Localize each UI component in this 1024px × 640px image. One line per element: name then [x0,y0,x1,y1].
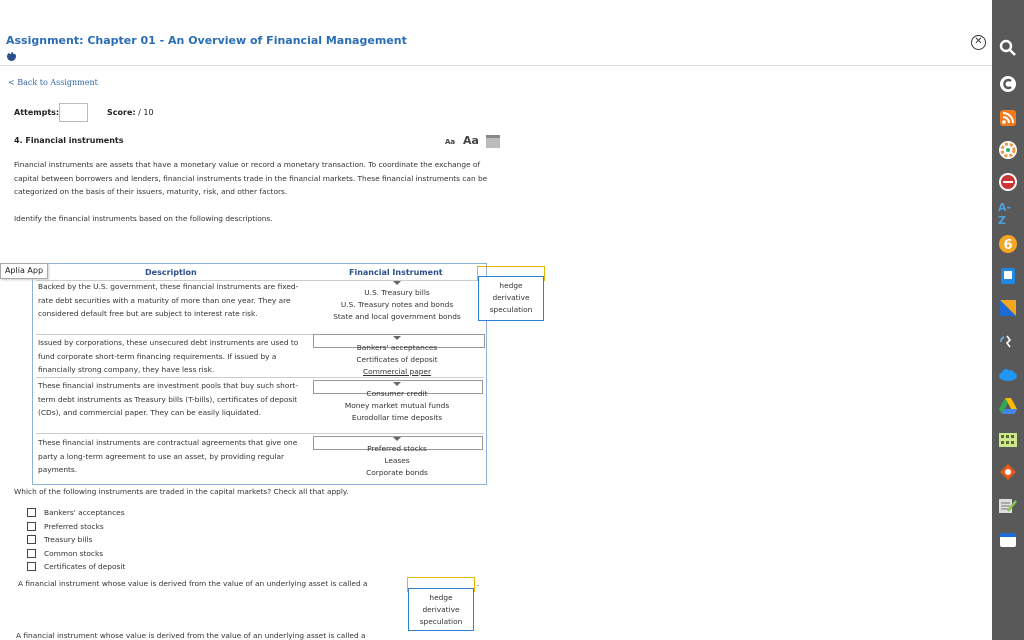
checkbox-option[interactable] [27,506,125,520]
svg-text:6: 6 [1003,238,1013,253]
settings-icon[interactable] [998,462,1018,482]
six-icon[interactable] [998,234,1018,254]
dropdown-option[interactable]: U.S. Treasury notes and bonds [340,300,454,309]
dropdown-option[interactable]: Bankers' acceptances [356,343,438,352]
flag-icon[interactable] [998,298,1018,318]
dropdown-option[interactable]: Certificates of deposit [356,355,438,364]
score-display [107,108,154,117]
increase-font-button[interactable]: Aa [463,134,479,147]
row-4-dropdown[interactable] [313,433,481,479]
instrument-table [32,263,487,485]
dropdown-option[interactable]: State and local government bonds [333,312,461,321]
wheel-icon[interactable] [998,140,1018,160]
capital-markets-checklist [27,506,125,574]
checkbox-option[interactable] [27,560,125,574]
dropdown-option[interactable]: speculation [419,617,463,626]
top-bar [0,0,992,30]
checkbox-label: Preferred stocks [44,521,104,531]
chevron-down-icon [393,382,401,386]
calculator-icon[interactable] [998,430,1018,450]
decrease-font-button[interactable]: Aa [445,138,456,146]
a-z-icon[interactable]: A-Z [998,201,1012,227]
drive-icon[interactable] [998,396,1018,416]
row-2-description: Issued by corporations, these unsecured debt instruments are used to fund corporate short-term financing requirements. If issued by a financially strong company, they have less risk. [38,338,299,374]
dropdown-option[interactable]: Preferred stocks [367,444,427,453]
top-answer-dropdown[interactable] [478,276,544,321]
close-icon[interactable]: ✕ [971,35,986,50]
rss-icon[interactable] [998,108,1018,128]
assignment-title: Assignment: Chapter 01 - An Overview of Financial Management [6,34,407,47]
search-icon[interactable] [998,38,1018,58]
dropdown-option[interactable]: hedge [429,593,453,602]
dropdown-option[interactable]: speculation [489,305,533,314]
attempts-label: Attempts: [14,108,60,117]
row-1-description: Backed by the U.S. government, these financial instruments are fixed-rate debt securities with a maturity of more than one year. They are considered default free but are subject to interest rate risk. [38,282,299,318]
notes-icon[interactable] [998,496,1018,516]
dropdown-option[interactable]: Eurodollar time deposits [351,413,443,422]
header-financial-instrument: Financial Instrument [349,268,443,277]
checkbox-option[interactable] [27,520,125,534]
aplia-app-tab[interactable]: Aplia App [0,263,48,279]
dropdown-option[interactable]: hedge [499,281,523,290]
capital-markets-question: Which of the following instruments are traded in the capital markets? Check all that apply. [14,487,349,496]
row-3-dropdown[interactable] [313,378,481,424]
checkbox-label: Certificates of deposit [44,562,126,572]
cloud-icon[interactable] [998,364,1018,384]
print-icon[interactable] [486,135,500,148]
right-toolbar [992,0,1024,640]
checkbox-label: Treasury bills [44,535,93,545]
question-title: 4. Financial instruments [14,136,124,145]
checkbox-icon[interactable] [27,508,36,517]
header-divider [0,65,992,66]
score-value: / 10 [138,108,154,117]
dropdown-option[interactable]: Leases [384,456,410,465]
checkbox-icon[interactable] [27,522,36,531]
derivative-dropdown[interactable] [408,588,474,631]
derivative-question: A financial instrument whose value is derived from the value of an underlying asset is called a [18,579,368,588]
window-icon[interactable] [998,530,1018,550]
score-label: Score: [107,108,136,117]
question-intro: Financial instruments are assets that have a monetary value or record a monetary transaction. To coordinate the exchange of capital between borrowers and lenders, financial instruments trade in the financial markets. These financial instruments can be categorized on the basis of their issuers, maturity, risk, and other factors. [14,160,488,196]
back-to-assignment-link[interactable]: < Back to Assignment [8,78,98,87]
checkbox-icon[interactable] [27,535,36,544]
checkbox-option[interactable] [27,547,125,561]
dropdown-option[interactable]: derivative [492,293,530,302]
attempts-box [59,103,88,122]
checkbox-label: Bankers' acceptances [44,508,125,518]
chevron-down-icon [393,281,401,285]
identify-instruction: Identify the financial instruments based on the following descriptions. [14,214,273,223]
audio-icon[interactable] [998,332,1018,352]
cengage-icon[interactable] [998,74,1018,94]
dropdown-option[interactable]: derivative [422,605,460,614]
row-1-dropdown[interactable] [313,277,481,323]
dropdown-option[interactable]: U.S. Treasury bills [364,288,430,297]
chevron-down-icon [393,437,401,441]
row-3-description: These financial instruments are investment pools that buy such short-term debt instruments as Treasury bills (T-bills), certificates of deposit (CDs), and commercial paper. They can be easily liquidated. [38,381,298,417]
chevron-down-icon [393,336,401,340]
checkbox-option[interactable] [27,533,125,547]
checkbox-label: Common stocks [44,548,104,558]
row-2-dropdown[interactable] [313,332,481,378]
dropdown-option[interactable]: Commercial paper [362,367,432,376]
dropdown-option[interactable]: Consumer credit [366,389,428,398]
header-description: Description [145,268,197,277]
derivative-question-repeat: A financial instrument whose value is derived from the value of an underlying asset is called a [16,631,366,640]
dropdown-option[interactable]: Money market mutual funds [344,401,450,410]
checkbox-icon[interactable] [27,549,36,558]
merriam-webster-icon[interactable] [998,172,1018,192]
sentence-period: . [477,579,480,588]
more-options-icon[interactable]: ••• [7,52,16,61]
notebook-icon[interactable] [998,266,1018,286]
checkbox-icon[interactable] [27,562,36,571]
row-4-description: These financial instruments are contractual agreements that give one party a long-term agreement to use an asset, by providing regular payments. [38,438,298,474]
dropdown-option[interactable]: Corporate bonds [366,468,428,477]
